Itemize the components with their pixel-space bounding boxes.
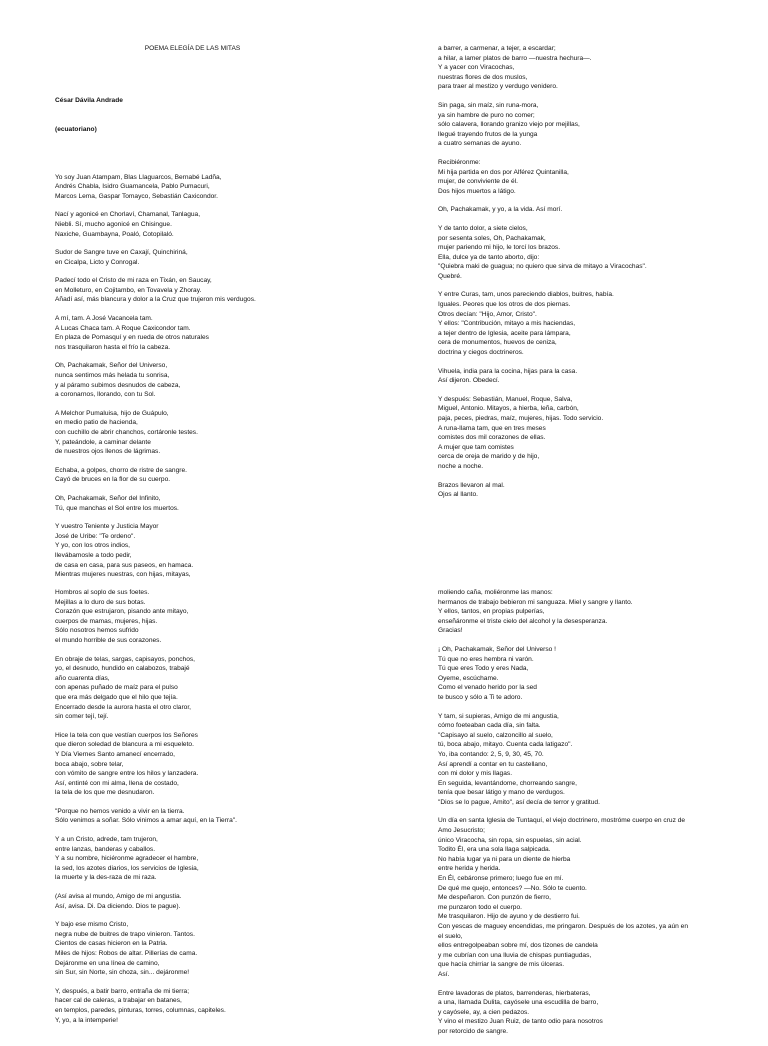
verse-line: A Melchor Pumaluisa, hijo de Guápulo, bbox=[55, 409, 169, 417]
verse-line: a hilar, a lamer platos de barro —nuestra hechura—. bbox=[438, 54, 592, 62]
verse-line: Y, pateándole, a caminar delante bbox=[55, 438, 151, 446]
verse-line: Dos hijos muertos a látigo. bbox=[438, 187, 516, 195]
verse-line: y cayósele, ay, a cien pedazos. bbox=[438, 1008, 530, 1016]
verse-line: de casa en casa, para sus paseos, en hamaca. bbox=[55, 561, 194, 569]
verse-line: Así, entinté con mi alma, llena de costado, bbox=[55, 779, 179, 787]
verse-line: Y después: Sebastián, Manuel, Roque, Salva, bbox=[438, 395, 573, 403]
verse-line: Así aprendí a contar en tu castellano, bbox=[438, 760, 548, 768]
verse-line: Sólo venimos a soñar. Sólo vinimos a amar aquí, en la Tierra". bbox=[55, 817, 237, 825]
verse-line: Todito Él, era una sola llaga salpicada. bbox=[438, 846, 551, 854]
verse-line: Y, yo, a la intemperie! bbox=[55, 1016, 118, 1024]
verse-line: A mí, tam. A José Vacancela tam. bbox=[55, 315, 153, 323]
verse-line: te busco y sólo a Ti te adoro. bbox=[438, 693, 523, 701]
verse-line: el mundo horrible de sus corazones. bbox=[55, 636, 162, 644]
verse-line: Nací y agonicé en Chorlaví, Chamanal, Tanlagua, bbox=[55, 211, 201, 219]
verse-line: Así dijeron. Obedecí. bbox=[438, 377, 500, 385]
verse-line: Tú, que manchas el Sol entre los muertos. bbox=[55, 504, 179, 512]
stanza bbox=[55, 588, 385, 646]
verse-line: nos trasquilaron hasta el frío la cabeza. bbox=[55, 343, 171, 351]
stanza bbox=[55, 731, 385, 798]
verse-line: doctrina y ciegos doctrineros. bbox=[438, 349, 524, 357]
verse-line: en Molleturo, en Cojitambo, en Tovavela y Zhoray. bbox=[55, 286, 202, 294]
verse-line: sin comer tejí, tejí. bbox=[55, 713, 109, 721]
verse-line: enseñáronme el triste cielo del alcohol y la desesperanza. bbox=[438, 617, 608, 625]
stanza bbox=[438, 481, 758, 500]
verse-line: Sólo nosotros hemos sufrido bbox=[55, 627, 139, 635]
verse-line: boca abajo, sobre telar, bbox=[55, 760, 124, 768]
poem-column-2 bbox=[438, 44, 758, 509]
stanza bbox=[438, 290, 758, 357]
verse-line: hacer cal de caleras, a trabajar en batanes, bbox=[55, 997, 182, 1005]
verse-line: Echaba, a golpes, chorro de ristre de sangre. bbox=[55, 466, 187, 474]
verse-line: Así, avisa. Di. Da diciendo. Dios te pague). bbox=[55, 902, 181, 910]
stanza bbox=[55, 522, 385, 580]
verse-line: Corazón que estrujaron, pisando ante mitayo, bbox=[55, 608, 189, 616]
verse-line: con mi dolor y mis llagas. bbox=[438, 770, 513, 778]
stanza bbox=[55, 314, 385, 352]
verse-line: para traer al mestizo y verdugo venidero. bbox=[438, 83, 558, 91]
verse-line: En seguida, levantándome, chorreando sangre, bbox=[438, 779, 577, 787]
stanza bbox=[55, 920, 385, 978]
verse-line: Andrés Chabla, Isidro Guamancela, Pablo Pumacuri, bbox=[55, 183, 210, 191]
stanza bbox=[438, 816, 758, 979]
verse-line: cera de monumentos, huevos de ceniza, bbox=[438, 339, 557, 347]
stanza bbox=[438, 224, 758, 282]
verse-line: mujer pariendo mi hijo, le torcí los brazos. bbox=[438, 244, 561, 252]
stanza bbox=[438, 395, 758, 472]
stanza bbox=[55, 210, 385, 239]
verse-line: con cuchillo de abrir chanchos, cortáronle testes. bbox=[55, 429, 198, 436]
verse-line: Quebré. bbox=[438, 272, 462, 280]
verse-line: Oh, Pachakamak, y yo, a la vida. Así morí. bbox=[438, 206, 563, 214]
verse-line: llegué trayendo frutos de la yunga bbox=[438, 130, 538, 138]
stanza bbox=[55, 835, 385, 883]
verse-line: Miguel, Antonio. Mitayos, a hierba, leña, carbón, bbox=[438, 405, 579, 413]
verse-line: entre herida y herida. bbox=[438, 865, 501, 873]
verse-line: "Quiebra maki de guagua; no quiero que sirva de mitayo a Viracochas". bbox=[438, 263, 647, 271]
verse-line: José de Uribe: "Te ordeno". bbox=[55, 532, 136, 540]
verse-line: Cayó de bruces en la flor de su cuerpo. bbox=[55, 476, 171, 484]
verse-line: Oh, Pachakamak, Señor del Infinito, bbox=[55, 494, 161, 502]
verse-line: me punzaron todo el cuerpo. bbox=[438, 903, 522, 911]
verse-line: Y a su nombre, hiciéronme agradecer el hambre, bbox=[55, 855, 199, 863]
verse-line: Tú que no eres hembra ni varón. bbox=[438, 655, 534, 663]
verse-line: A mujer que tam comistes bbox=[438, 443, 514, 451]
verse-line: A Lucas Chaca tam. A Roque Caxicondor tam. bbox=[55, 324, 191, 332]
verse-line: nunca sentimos más helada tu sonrisa, bbox=[55, 372, 170, 380]
verse-line: noche a noche. bbox=[438, 462, 484, 470]
verse-line: "Porque no hemos venido a vivir en la tierra. bbox=[55, 807, 185, 815]
verse-line: Sudor de Sangre tuve en Caxají, Quinchiriná, bbox=[55, 249, 188, 257]
verse-line: "Capisayo al suelo, calzoncillo al suelo, bbox=[438, 731, 553, 739]
verse-line: a una, llamada Dulita, cayósele una escudilla de barro, bbox=[438, 999, 599, 1007]
stanza bbox=[55, 409, 385, 457]
verse-line: comistes dos mil corazones de ellas. bbox=[438, 434, 546, 442]
stanza bbox=[438, 205, 758, 215]
verse-line: Oh, Pachakamak, Señor del Universo, bbox=[55, 362, 168, 370]
verse-line: Otros decían: "Hijo, Amor, Cristo". bbox=[438, 310, 537, 318]
verse-line: Iguales. Peores que los otros de dos piernas. bbox=[438, 301, 571, 309]
verse-line: por sesenta soles, Oh, Pachakamak, bbox=[438, 234, 546, 242]
verse-line: cerca de oreja de marido y de hijo, bbox=[438, 453, 540, 461]
verse-line: con vómito de sangre entre los hilos y lanzadera. bbox=[55, 770, 199, 778]
stanza bbox=[55, 494, 385, 513]
stanza bbox=[438, 158, 758, 196]
verse-line: en templos, paredes, pinturas, torres, columnas, capiteles. bbox=[55, 1006, 226, 1014]
verse-line: a barrer, a carmenar, a tejer, a escardar; bbox=[438, 45, 556, 52]
verse-line: Y yo, con los otros indios, bbox=[55, 542, 131, 550]
verse-line: por retorcido de sangre. bbox=[438, 1027, 509, 1035]
verse-line: llevábamosle a todo pedir, bbox=[55, 551, 132, 559]
verse-line: Sin paga, sin maíz, sin runa-mora, bbox=[438, 101, 539, 109]
verse-line: En plaza de Pomasquí y en rueda de otros naturales bbox=[55, 334, 209, 342]
stanza bbox=[438, 645, 758, 703]
stanza bbox=[438, 588, 758, 636]
stanza bbox=[438, 712, 758, 808]
verse-line: Cientos de casas hicieron en la Patria. bbox=[55, 940, 168, 948]
verse-line: Niebli. Sí, mucho agonicé en Chisingue. bbox=[55, 220, 172, 228]
verse-line: (Así avisa al mundo, Amigo de mi angustia. bbox=[55, 893, 182, 901]
verse-line: A runa-llama tam, que en tres meses bbox=[438, 424, 546, 432]
verse-line: yo, el desnudo, hundido en calabozos, trabajé bbox=[55, 665, 190, 673]
verse-line: Yo soy Juan Atampam, Blas Llaguarcos, Bernabé Ladña, bbox=[55, 173, 222, 181]
stanza bbox=[55, 173, 385, 202]
verse-line: la tela de los que me desnudaron. bbox=[55, 789, 155, 797]
verse-line: cuerpos de mamas, mujeres, hijas. bbox=[55, 617, 158, 625]
stanza bbox=[55, 892, 385, 911]
verse-line: Y a yacer con Viracochas, bbox=[438, 64, 515, 72]
verse-line: Hice la tela con que vestían cuerpos los Señores bbox=[55, 731, 198, 739]
verse-line: y me cubrían con una lluvia de chispas puntiagudas, bbox=[438, 951, 592, 959]
verse-line: Dejáronme en una línea de camino, bbox=[55, 959, 160, 967]
poem-column-1 bbox=[55, 58, 385, 589]
verse-line: Y ellos, tantos, en propias pulperías, bbox=[438, 608, 545, 616]
verse-line: Gracias! bbox=[438, 627, 463, 635]
verse-line: Como el venado herido por la sed bbox=[438, 684, 537, 692]
verse-line: que era más delgado que el hilo que tejía. bbox=[55, 693, 178, 701]
verse-line: Con yescas de maguey encendidas, me pringaron. Después de los azotes, ya aún en bbox=[438, 923, 688, 930]
verse-line: moliendo caña, moliéronme las manos: bbox=[438, 589, 553, 596]
verse-line: a cuatro semanas de ayuno. bbox=[438, 140, 522, 148]
stanza bbox=[55, 655, 385, 722]
stanza bbox=[55, 466, 385, 485]
verse-line: sin Sur, sin Norte, sin choza, sin... dejáronme! bbox=[55, 969, 190, 977]
poem-column-3 bbox=[55, 588, 385, 1034]
verse-line: negra nube de buitres de trapo vinieron. Tantos. bbox=[55, 930, 195, 938]
verse-line: De qué me quejo, entonces? —No. Sólo te cuento. bbox=[438, 884, 587, 892]
verse-line: sólo calavera, llorando granizo viejo por mejillas, bbox=[438, 121, 580, 129]
verse-line: No había lugar ya ni para un diente de hierba bbox=[438, 855, 571, 863]
verse-line: Ojos al llanto. bbox=[438, 491, 478, 499]
verse-line: Me trasquilaron. Hijo de ayuno y de destierro fui. bbox=[438, 913, 580, 921]
verse-line: Mejillas a lo duro de sus botas. bbox=[55, 598, 146, 606]
verse-line: paja, peces, piedras, maíz, mujeres, hijas. Todo servicio. bbox=[438, 415, 604, 422]
verse-line: que dieron soledad de blancura a mi esqueleto. bbox=[55, 741, 194, 749]
verse-line: de nuestros ojos llenos de lágrimas. bbox=[55, 448, 161, 456]
author-name: César Dávila Andrade bbox=[55, 97, 123, 105]
verse-line: Y de tanto dolor, a siete cielos, bbox=[438, 224, 528, 232]
verse-line: ¡ Oh, Pachakamak, Señor del Universo ! bbox=[438, 645, 557, 653]
page-title: POEMA ELEGÍA DE LAS MITAS bbox=[144, 45, 241, 52]
author-nationality: (ecuatoriano) bbox=[55, 126, 97, 134]
verse-line: la muerte y la des-raza de mi raza. bbox=[55, 874, 157, 882]
verse-line: Mi hija partida en dos por Alférez Quintanilla, bbox=[438, 168, 569, 176]
verse-line: Y, después, a batir barro, entraña de mi tierra; bbox=[55, 987, 190, 995]
verse-line: único Viracocha, sin ropa, sin espuelas, sin acial. bbox=[438, 836, 582, 844]
stanza bbox=[55, 361, 385, 399]
verse-line: Añadí así, más blancura y dolor a la Cruz que trujeron mis verdugos. bbox=[55, 296, 256, 304]
verse-line: En obraje de telas, sargas, capisayos, ponchos, bbox=[55, 655, 196, 663]
verse-line: que hacía chirriar la sangre de mis úlceras. bbox=[438, 961, 565, 969]
verse-line: "Dios se lo pague, Amito", así decía de terror y gratitud. bbox=[438, 798, 600, 806]
verse-line: Y entre Curas, tam, unos pareciendo diablos, buitres, había. bbox=[438, 291, 614, 299]
verse-line: Ella, dulce ya de tanto aborto, dijo: bbox=[438, 253, 540, 261]
verse-line: Hombros al soplo de sus foetes. bbox=[55, 589, 150, 596]
verse-line: tenía que besar látigo y mano de verdugos. bbox=[438, 789, 565, 797]
verse-line: Y a un Cristo, adrede, tam trujeron, bbox=[55, 836, 158, 844]
verse-line: Me despeñaron. Con punzón de fierro, bbox=[438, 894, 551, 902]
verse-line: Naxiche, Guambayna, Poaló, Cotopilaló. bbox=[55, 230, 174, 238]
poem-column-4 bbox=[438, 588, 758, 1046]
verse-line: Recibiéronme: bbox=[438, 158, 481, 166]
verse-line: ellos entregolpeaban sobre mí, dos tizones de candela bbox=[438, 942, 598, 950]
verse-line: Un día en santa Iglesia de Tuntaquí, el viejo doctrinero, mostróme cuerpo en cruz de bbox=[438, 817, 686, 825]
verse-line: hermanos de trabajo bebieron mi sanguaza. Miel y sangre y llanto. bbox=[438, 598, 633, 606]
verse-line: Amo Jesucristo; bbox=[438, 827, 485, 835]
verse-line: Vihuela, india para la cocina, hijas para la casa. bbox=[438, 367, 578, 375]
verse-line: año cuarenta días, bbox=[55, 674, 110, 682]
verse-line: Entre lavadoras de platos, barrenderas, hierbateras, bbox=[438, 989, 591, 997]
stanza bbox=[55, 987, 385, 1025]
verse-line: En Él, cebáronse primero; luego fue en mí. bbox=[438, 875, 564, 883]
verse-line: Y vino el mestizo Juan Ruiz, de tanto odio para nosotros bbox=[438, 1018, 603, 1026]
verse-line: en medio patio de hacienda, bbox=[55, 419, 138, 427]
verse-line: tú, boca abajo, mitayo. Cuenta cada latigazo". bbox=[438, 741, 573, 749]
verse-line: Brazos llevaron al mal. bbox=[438, 481, 505, 489]
verse-line: cómo foeteaban cada día, sin falta. bbox=[438, 722, 541, 730]
verse-line: Así. bbox=[438, 970, 450, 978]
verse-line: Encerrado desde la aurora hasta el otro claror, bbox=[55, 703, 191, 711]
byline bbox=[55, 77, 385, 154]
verse-line: Miles de hijos: Robos de altar. Pillerías de cama. bbox=[55, 950, 198, 957]
verse-line: nuestras flores de dos muslos, bbox=[438, 73, 528, 81]
stanza bbox=[438, 44, 758, 92]
verse-line: Y Día Viernes Santo amanecí encerrado, bbox=[55, 750, 175, 758]
verse-line: ya sin hambre de puro no comer; bbox=[438, 111, 535, 119]
verse-line: a tejer dentro de Iglesia, aceite para lámpara, bbox=[438, 329, 571, 337]
stanza bbox=[438, 989, 758, 1037]
verse-line: Marcos Lema, Gaspar Tomayco, Sebastián Caxicondor. bbox=[55, 192, 218, 200]
stanza bbox=[55, 276, 385, 305]
verse-line: la sed, los azotes diarios, los servicios de Iglesia, bbox=[55, 864, 199, 872]
verse-line: a coronarnos, llorando, con tu Sol. bbox=[55, 391, 156, 399]
verse-line: el suelo, bbox=[438, 932, 463, 940]
verse-line: Oyeme, escúchame. bbox=[438, 674, 499, 682]
verse-line: con apenas puñado de maíz para el pulso bbox=[55, 684, 178, 692]
stanza bbox=[55, 248, 385, 267]
verse-line: Mientras mujeres nuestras, con hijas, mitayas, bbox=[55, 571, 191, 579]
verse-line: Tú que eres Todo y eres Nada, bbox=[438, 665, 529, 673]
verse-line: mujer, de conviviente de él. bbox=[438, 178, 518, 186]
stanza bbox=[55, 807, 385, 826]
verse-line: Padecí todo el Cristo de mi raza en Tixán, en Saucay, bbox=[55, 277, 212, 285]
stanza bbox=[438, 101, 758, 149]
stanza bbox=[438, 367, 758, 386]
verse-line: y al páramo subimos desnudos de cabeza, bbox=[55, 381, 181, 389]
verse-line: Y tam, si supieras, Amigo de mi angustia, bbox=[438, 712, 559, 720]
verse-line: en Cicalpa, Licto y Conrogal. bbox=[55, 258, 140, 266]
verse-line: Y vuestro Teniente y Justicia Mayor bbox=[55, 523, 159, 531]
verse-line: Yo, iba contando: 2, 5, 9, 30, 45, 70. bbox=[438, 750, 544, 758]
verse-line: Y bajo ese mismo Cristo, bbox=[55, 921, 129, 929]
verse-line: entre lanzas, banderas y caballos. bbox=[55, 845, 156, 853]
verse-line: Y ellos: "Contribución, mitayo a mis haciendas, bbox=[438, 320, 576, 328]
